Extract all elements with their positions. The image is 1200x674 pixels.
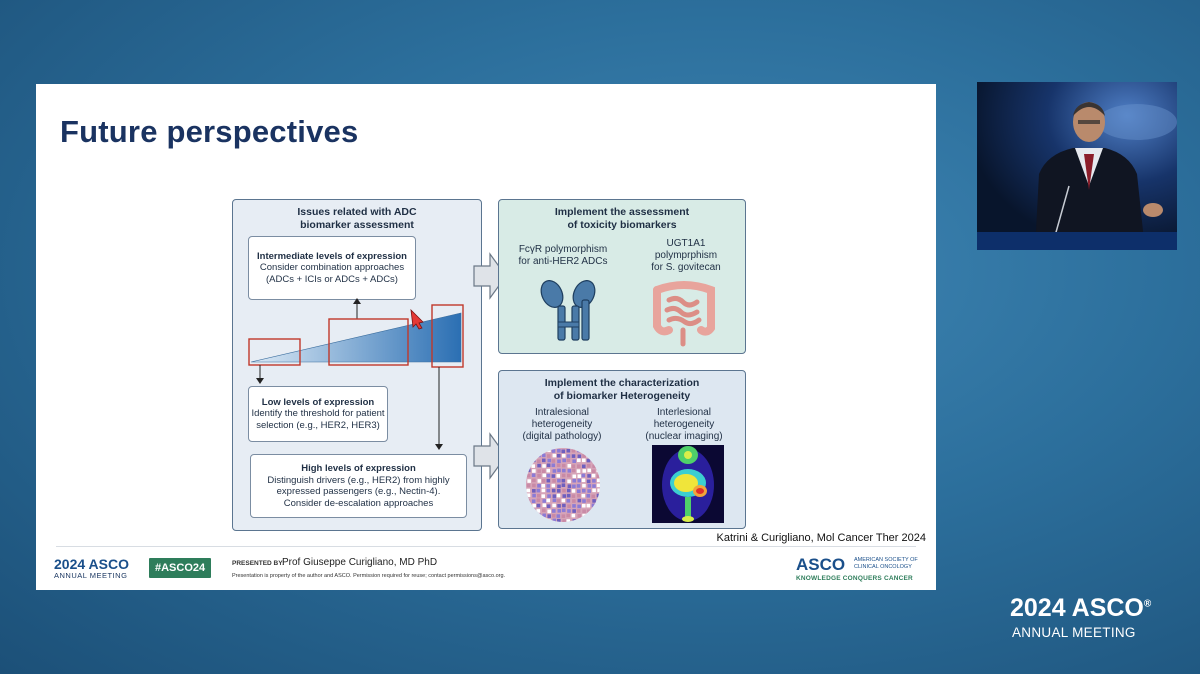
tissue-cell (532, 519, 536, 523)
tissue-cell (556, 474, 560, 478)
tissue-cell (541, 519, 545, 523)
tissue-cell (532, 489, 536, 493)
arrow-to-intermediate-head (353, 298, 361, 304)
tissue-cell (542, 479, 546, 483)
tissue-cell (597, 479, 601, 483)
tissue-cell (547, 459, 551, 463)
footer-annual-meeting: ANNUAL MEETING (54, 571, 128, 580)
tissue-cell (553, 494, 557, 498)
tissue-cell (552, 514, 556, 518)
tissue-cell (527, 454, 531, 458)
tissue-cell (532, 508, 536, 512)
tissue-cell (577, 505, 581, 509)
tissue-cell (582, 458, 586, 462)
tissue-cell (578, 499, 582, 503)
tissue-cell (542, 514, 546, 518)
tissue-cell (577, 449, 581, 453)
tissue-cell (553, 469, 557, 473)
tissue-cell (532, 479, 536, 483)
tissue-cell (597, 469, 601, 473)
tissue-cell (582, 514, 586, 518)
tissue-cell (587, 489, 591, 493)
tissue-cell (586, 454, 590, 458)
tissue-cell (587, 464, 591, 468)
tissue-cell (527, 474, 531, 478)
tissue-cell (572, 484, 576, 488)
tissue-cell (582, 454, 586, 458)
tissue-cell (562, 514, 566, 518)
tissue-cell (537, 469, 541, 473)
corner-registered-mark: ® (1143, 598, 1152, 610)
tissue-cell (572, 499, 576, 503)
tissue-cell (592, 464, 596, 468)
intermediate-line-2: (ADCs + ICIs or ADCs + ADCs) (266, 273, 398, 285)
tissue-cell (562, 454, 566, 458)
tissue-cell (567, 454, 571, 458)
tissue-cell (562, 508, 566, 512)
toxicity-biomarkers-panel (498, 199, 746, 354)
tissue-cell (527, 484, 531, 488)
intermediate-line-1: Consider combination approaches (259, 262, 405, 274)
tissue-cell (577, 479, 581, 483)
tissue-cell (526, 459, 530, 463)
tissue-cell (567, 519, 571, 523)
tissue-cell (562, 469, 566, 473)
issues-heading-text: Issues related with ADC biomarker assessment (297, 206, 417, 231)
tissue-cell (597, 509, 601, 513)
issues-panel (232, 199, 482, 531)
tissue-cell (592, 469, 596, 473)
tissue-cell (567, 489, 571, 493)
tissue-cell (532, 499, 536, 503)
tissue-cell (577, 489, 581, 493)
speaker-image (977, 82, 1177, 250)
tissue-cell (587, 480, 591, 484)
tissue-cell (568, 469, 572, 473)
tissue-cell (592, 514, 596, 518)
tissue-cell (547, 454, 551, 458)
tissue-cell (567, 504, 571, 508)
tissue-cell (532, 473, 536, 477)
tissue-cell (572, 475, 576, 479)
tissue-cell (597, 488, 601, 492)
footer-asco: ASCO (88, 556, 129, 572)
tissue-cell (592, 459, 596, 463)
tissue-cell (567, 474, 571, 478)
citation: Katrini & Curigliano, Mol Cancer Ther 2024 (716, 532, 926, 544)
tissue-cell (547, 504, 551, 508)
heterogeneity-panel-heading (499, 377, 745, 402)
cursor-icon (411, 310, 423, 329)
tissue-cell (547, 479, 551, 483)
tissue-cell (557, 459, 561, 463)
tissue-cell (572, 479, 576, 483)
tissue-cell (532, 469, 536, 473)
tissue-cell (552, 504, 556, 508)
high-expression-box (250, 454, 467, 518)
tissue-cell (596, 514, 600, 518)
tissue-cell (587, 494, 591, 498)
tissue-cell (552, 479, 556, 483)
tissue-cell (577, 458, 581, 462)
tissue-cell (577, 494, 581, 498)
speaker-video-feed (977, 82, 1177, 250)
tissue-cell (567, 499, 571, 503)
tissue-cell (592, 474, 596, 478)
tissue-cell (527, 493, 531, 497)
tissue-cell (547, 448, 551, 452)
tissue-cell (553, 498, 557, 502)
tissue-cell (551, 463, 555, 467)
tissue-cell (542, 499, 546, 503)
tissue-cell (557, 463, 561, 467)
tissue-cell (592, 519, 596, 523)
tissue-cell (592, 454, 596, 458)
ugt1a1-label: UGT1A1 polymprphism for S. govitecan (651, 238, 721, 273)
tissue-cell (537, 454, 541, 458)
tissue-cell (552, 449, 556, 453)
tissue-cell (582, 465, 586, 469)
tissue-cell (552, 509, 556, 513)
tissue-cell (587, 474, 591, 478)
tissue-cell (587, 449, 591, 453)
tissue-cell (557, 449, 561, 453)
tissue-cell (557, 479, 561, 483)
high-line-1: Distinguish drivers (e.g., HER2) from highly (267, 474, 450, 486)
tissue-cell (562, 494, 566, 498)
low-line-1: Identify the threshold for patient (251, 408, 385, 420)
tissue-cell (567, 494, 571, 498)
tissue-cell (532, 449, 536, 453)
pet-scan-image (652, 445, 724, 523)
tissue-cell (553, 519, 557, 523)
tissue-cell (547, 489, 551, 493)
tissue-cell (557, 485, 561, 489)
tissue-cell (536, 449, 540, 453)
tissue-cell (587, 459, 591, 463)
tissue-cell (572, 449, 576, 453)
tissue-cell (561, 450, 565, 454)
toxicity-panel-heading (499, 206, 745, 231)
tissue-cell (542, 464, 546, 468)
tissue-cell (557, 514, 561, 518)
tissue-cell (527, 479, 531, 483)
copyright-disclaimer: Presentation is property of the author and ASCO. Permission required for reuse; contact permissions@asco.org. (232, 573, 506, 579)
tissue-cell (578, 474, 582, 478)
tissue-cell (587, 469, 591, 473)
tissue-cell (542, 459, 546, 463)
tissue-cell (577, 469, 581, 473)
tissue-cell (527, 468, 531, 472)
tissue-cell (578, 455, 582, 459)
tissue-cell (597, 484, 601, 488)
low-expression-box (248, 386, 388, 442)
tissue-cell (542, 454, 546, 458)
tissue-cell (582, 509, 586, 513)
tissue-cell (597, 459, 601, 463)
tissue-cell (537, 474, 541, 478)
tissue-cell (587, 514, 591, 518)
corner-annual-meeting: ANNUAL MEETING (1012, 625, 1136, 640)
tissue-cell (582, 484, 586, 488)
tissue-cell (552, 474, 556, 478)
tissue-cell (562, 519, 566, 523)
interlesional-label: Interlesional heterogeneity (nuclear imaging) (645, 407, 723, 442)
tissue-cell (572, 489, 576, 493)
asco-society-logo: ASCO (796, 555, 846, 574)
tissue-cell (527, 449, 531, 453)
tissue-cell (557, 504, 561, 508)
expression-wedge (251, 313, 461, 362)
tissue-cell (542, 449, 546, 453)
tissue-cell (572, 509, 576, 513)
tissue-cell (526, 489, 530, 493)
arrow-to-low-head (256, 378, 264, 384)
high-line-3: Consider de-escalation approaches (283, 497, 434, 509)
fcgr-label: FcγR polymorphism for anti-HER2 ADCs (518, 244, 608, 267)
toxicity-heading-text: Implement the assessment of toxicity biomarkers (554, 206, 690, 231)
tissue-cell (532, 514, 536, 518)
tissue-cell (577, 520, 581, 523)
tissue-cell (557, 499, 561, 503)
antibody-receptor-icon (539, 280, 599, 342)
tissue-cell (557, 469, 561, 473)
tissue-cell (562, 464, 566, 468)
tissue-cell (547, 510, 551, 514)
tissue-cell (537, 484, 541, 488)
tissue-cell (592, 510, 596, 514)
tissue-cell (592, 484, 596, 488)
tissue-cell (567, 449, 571, 453)
tissue-cell (527, 499, 531, 503)
tissue-cell (582, 478, 586, 482)
tissue-cell (567, 464, 571, 468)
tissue-cell (597, 494, 601, 498)
tissue-cell (538, 479, 542, 483)
tissue-cell (597, 475, 601, 479)
corner-year-asco: 2024 ASCO (1010, 594, 1144, 622)
footer-divider (56, 546, 916, 547)
tissue-cell (537, 504, 541, 508)
tissue-cell (572, 464, 576, 468)
tissue-cell (577, 464, 581, 468)
tissue-cell (537, 464, 541, 468)
tissue-cell (557, 509, 561, 513)
tissue-cell (532, 484, 536, 488)
society-tagline: KNOWLEDGE CONQUERS CANCER (796, 575, 913, 582)
tissue-cell (527, 519, 531, 523)
high-line-2: expressed passengers (e.g., Nectin-4). (276, 486, 441, 497)
intestine-icon (649, 278, 719, 348)
tissue-cell (568, 484, 572, 488)
tissue-cell (582, 504, 586, 508)
tissue-cell (582, 499, 586, 503)
tissue-cell (546, 469, 550, 473)
tissue-cell (546, 499, 550, 503)
tissue-cell (577, 514, 581, 518)
pathology-slide-icon (525, 447, 601, 523)
tissue-cell (552, 489, 556, 493)
tissue-cell (552, 484, 556, 488)
tissue-cell (531, 464, 535, 468)
tissue-cell (537, 494, 541, 498)
tissue-cell (537, 489, 541, 493)
tissue-cell (587, 504, 591, 508)
tissue-cell (592, 479, 596, 483)
tissue-cell (537, 509, 541, 513)
tissue-cell (562, 504, 566, 508)
heterogeneity-heading-text: Implement the characterization of biomarker Heterogeneity (544, 377, 700, 402)
tissue-cell (566, 458, 570, 462)
tissue-cell (582, 494, 586, 498)
tissue-cell (537, 498, 541, 502)
tissue-cell (582, 489, 586, 493)
footer-meeting-logo (54, 556, 129, 572)
tissue-cell (567, 480, 571, 484)
tissue-cell (542, 489, 546, 493)
tissue-cell (582, 469, 586, 473)
tissue-cell (597, 454, 601, 458)
tissue-cell (532, 494, 536, 498)
tissue-cell (587, 499, 591, 503)
tissue-cell (542, 474, 546, 478)
tissue-cell (562, 483, 566, 487)
tissue-cell (557, 454, 561, 458)
tissue-cell (542, 508, 546, 512)
high-title: High levels of expression (301, 463, 416, 474)
tissue-cell (562, 489, 566, 493)
tissue-cell (527, 464, 531, 468)
tissue-cell (573, 519, 577, 523)
tissue-cell (572, 454, 576, 458)
tissue-cell (592, 499, 596, 503)
tissue-cell (547, 494, 551, 498)
tissue-cell (577, 484, 581, 488)
hashtag-badge: #ASCO24 (149, 558, 211, 578)
footer-year: 2024 (54, 556, 86, 572)
tissue-cell (572, 504, 576, 508)
tissue-cell (598, 499, 601, 503)
tissue-cell (532, 459, 536, 463)
tissue-cell (541, 484, 545, 488)
society-name: AMERICAN SOCIETY OF CLINICAL ONCOLOGY (854, 557, 918, 570)
slide-title: Future perspectives (60, 114, 359, 149)
tissue-cell (538, 514, 542, 518)
tissue-cell (562, 479, 566, 483)
tissue-cell (588, 484, 592, 488)
tissue-cell (591, 495, 595, 499)
heterogeneity-panel (498, 370, 746, 529)
tissue-cell (546, 484, 550, 488)
tissue-cell (528, 514, 532, 518)
intermediate-title: Intermediate levels of expression (257, 250, 407, 262)
tissue-cell (538, 518, 542, 522)
tissue-cell (572, 469, 576, 473)
tissue-cell (553, 454, 557, 458)
tissue-cell (597, 504, 601, 508)
tissue-cell (592, 504, 596, 508)
tissue-cell (532, 454, 536, 458)
tissue-cell (562, 459, 566, 463)
tissue-cell (547, 463, 551, 467)
tissue-cell (598, 464, 601, 468)
tissue-cell (566, 514, 570, 518)
tissue-cell (572, 459, 576, 463)
tissue-cell (567, 509, 571, 513)
tissue-cell (562, 474, 566, 478)
tissue-cell (587, 509, 591, 513)
low-line-2: selection (e.g., HER2, HER3) (256, 419, 380, 431)
tissue-cell (572, 514, 576, 518)
tissue-cell (532, 504, 536, 508)
tissue-cell (552, 459, 556, 463)
tissue-cell (557, 494, 561, 498)
tissue-cell (597, 519, 601, 523)
tissue-cell (542, 469, 546, 473)
tissue-cell (547, 474, 551, 478)
tissue-cell (541, 494, 545, 498)
tissue-cell (583, 449, 587, 453)
tissue-cell (572, 494, 576, 498)
tissue-cell (596, 450, 600, 454)
tissue-cell (562, 499, 566, 503)
tissue-cell (592, 449, 596, 453)
corner-meeting-logo (1010, 594, 1151, 623)
tissue-cell (527, 504, 531, 508)
tissue-cell (537, 459, 541, 463)
tissue-cell (557, 489, 561, 493)
tissue-cell (557, 519, 561, 523)
tissue-cell (582, 518, 586, 522)
tissue-cell (547, 519, 551, 523)
tissue-cell (543, 503, 547, 507)
tissue-cell (582, 474, 586, 478)
tissue-cell (577, 509, 581, 513)
tissue-cell (587, 519, 591, 523)
tissue-cell (592, 489, 596, 493)
low-title: Low levels of expression (261, 396, 375, 408)
presentation-slide (36, 84, 936, 590)
arrow-to-high-head (435, 444, 443, 450)
presenter-name: Prof Giuseppe Curigliano, MD PhD (282, 557, 438, 568)
intralesional-label: Intralesional heterogeneity (digital pathology) (522, 407, 602, 442)
presented-by-label: PRESENTED BY: (232, 560, 285, 567)
tissue-cell (527, 509, 531, 513)
tissue-cell (547, 514, 551, 518)
